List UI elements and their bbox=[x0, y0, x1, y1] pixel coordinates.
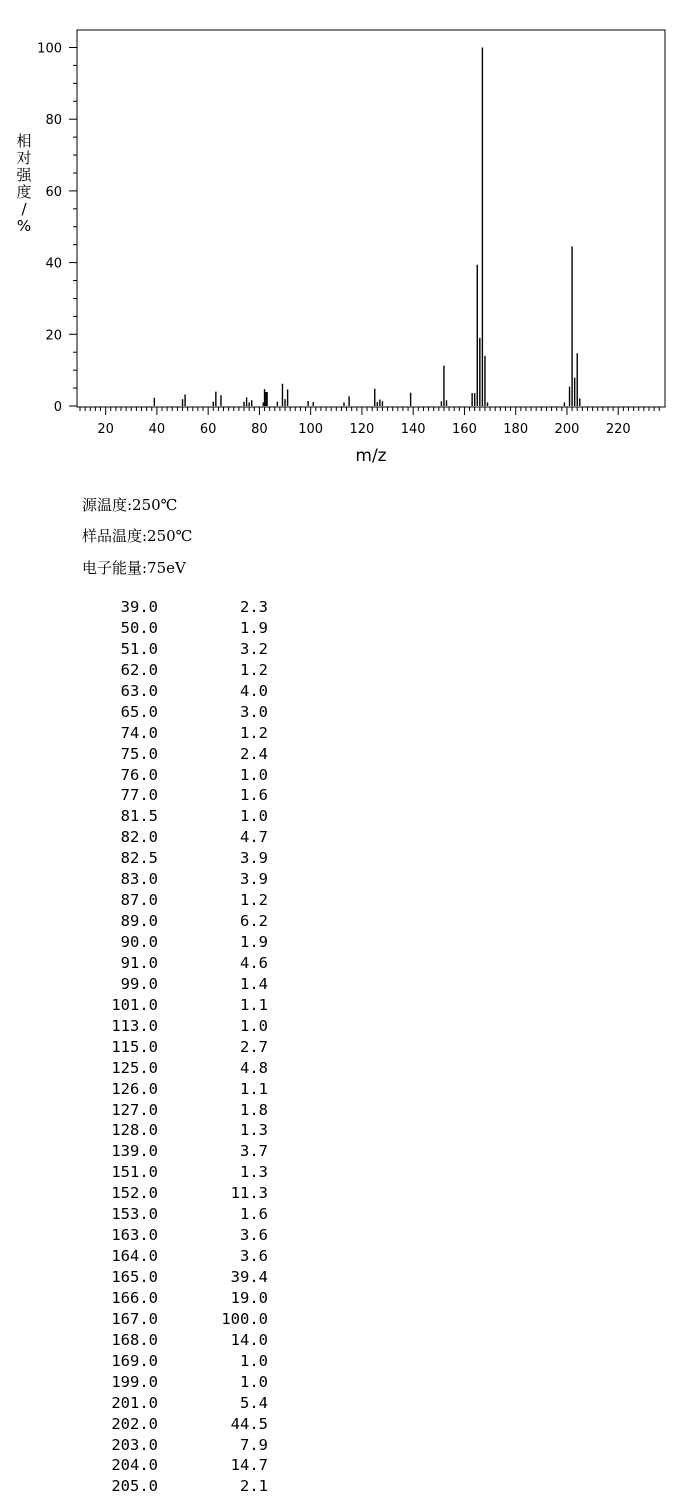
intensity-cell: 2.7 bbox=[240, 1037, 268, 1056]
mz-cell: 128.0 bbox=[111, 1121, 158, 1140]
mz-cell: 62.0 bbox=[120, 660, 158, 679]
y-tick-label: 100 bbox=[37, 41, 62, 57]
intensity-cell: 1.9 bbox=[240, 933, 268, 951]
mz-cell: 125.0 bbox=[111, 1058, 158, 1077]
mz-cell: 83.0 bbox=[120, 870, 158, 889]
x-tick-label: 220 bbox=[605, 422, 631, 437]
intensity-cell: 4.8 bbox=[240, 1058, 268, 1077]
intensity-cell: 4.7 bbox=[240, 828, 268, 847]
mz-cell: 101.0 bbox=[111, 995, 158, 1014]
mz-cell: 115.0 bbox=[111, 1037, 158, 1056]
intensity-cell: 44.5 bbox=[230, 1414, 268, 1433]
intensity-cell: 1.1 bbox=[240, 995, 268, 1014]
intensity-cell: 1.6 bbox=[240, 786, 268, 805]
electron-energy: 电子能量:75eV bbox=[82, 559, 186, 577]
intensity-cell: 1.4 bbox=[240, 974, 268, 993]
intensity-cell: 3.7 bbox=[240, 1142, 268, 1161]
intensity-cell: 1.2 bbox=[240, 660, 268, 679]
mz-cell: 166.0 bbox=[111, 1288, 158, 1307]
x-tick-label: 40 bbox=[148, 422, 166, 437]
x-tick-label: 20 bbox=[97, 422, 114, 437]
mz-cell: 169.0 bbox=[111, 1351, 158, 1370]
mz-cell: 75.0 bbox=[120, 744, 158, 763]
intensity-cell: 4.0 bbox=[240, 681, 268, 700]
intensity-cell: 2.1 bbox=[240, 1477, 268, 1496]
mz-cell: 165.0 bbox=[111, 1268, 158, 1286]
intensity-cell: 3.0 bbox=[240, 702, 268, 721]
x-tick-label: 120 bbox=[349, 422, 375, 437]
intensity-cell: 1.1 bbox=[240, 1079, 268, 1098]
intensity-cell: 1.9 bbox=[240, 618, 268, 637]
intensity-cell: 100.0 bbox=[221, 1309, 268, 1328]
mz-cell: 127.0 bbox=[111, 1100, 158, 1119]
mz-cell: 202.0 bbox=[111, 1414, 158, 1433]
intensity-cell: 7.9 bbox=[240, 1435, 268, 1454]
intensity-cell: 1.0 bbox=[240, 765, 268, 784]
mz-cell: 89.0 bbox=[120, 912, 158, 931]
mz-cell: 82.5 bbox=[120, 849, 158, 868]
mz-cell: 82.0 bbox=[120, 828, 158, 847]
intensity-cell: 3.2 bbox=[240, 639, 268, 658]
mz-cell: 164.0 bbox=[111, 1247, 158, 1266]
source-temperature: 源温度:250℃ bbox=[82, 496, 178, 514]
intensity-cell: 19.0 bbox=[230, 1288, 268, 1307]
sample-temperature: 样品温度:250℃ bbox=[82, 527, 193, 545]
x-tick-label: 200 bbox=[554, 422, 580, 437]
intensity-cell: 14.7 bbox=[230, 1456, 268, 1475]
mz-cell: 205.0 bbox=[111, 1477, 158, 1496]
mz-cell: 99.0 bbox=[120, 974, 158, 993]
mz-cell: 153.0 bbox=[111, 1205, 158, 1224]
intensity-cell: 1.2 bbox=[240, 723, 268, 742]
intensity-cell: 3.9 bbox=[240, 870, 268, 889]
intensity-cell: 3.9 bbox=[240, 849, 268, 868]
mz-cell: 167.0 bbox=[111, 1309, 158, 1328]
mz-cell: 204.0 bbox=[111, 1456, 158, 1475]
mz-cell: 87.0 bbox=[120, 891, 158, 910]
x-tick-label: 180 bbox=[503, 422, 529, 437]
y-tick-label: 40 bbox=[45, 256, 62, 272]
mz-cell: 139.0 bbox=[111, 1142, 158, 1161]
mz-cell: 90.0 bbox=[120, 933, 158, 951]
intensity-cell: 39.4 bbox=[230, 1268, 268, 1286]
spectrum-bars bbox=[154, 48, 579, 407]
mz-cell: 74.0 bbox=[120, 723, 158, 742]
intensity-cell: 1.0 bbox=[240, 1016, 268, 1035]
mz-cell: 126.0 bbox=[111, 1079, 158, 1098]
intensity-cell: 3.6 bbox=[240, 1226, 268, 1245]
intensity-cell: 1.3 bbox=[240, 1121, 268, 1140]
mz-cell: 201.0 bbox=[111, 1393, 158, 1412]
intensity-cell: 1.0 bbox=[240, 807, 268, 826]
y-axis bbox=[37, 42, 77, 416]
x-tick-label: 160 bbox=[452, 422, 477, 437]
mz-cell: 113.0 bbox=[111, 1016, 158, 1035]
x-axis bbox=[80, 407, 659, 437]
intensity-cell: 1.8 bbox=[240, 1100, 268, 1119]
mz-cell: 51.0 bbox=[120, 639, 158, 658]
mz-cell: 168.0 bbox=[111, 1330, 158, 1349]
mz-cell: 199.0 bbox=[111, 1372, 158, 1391]
mz-cell: 65.0 bbox=[120, 702, 158, 721]
intensity-cell: 2.3 bbox=[240, 598, 268, 616]
mass-spectrum-chart bbox=[0, 0, 687, 475]
x-axis-label: m/z bbox=[355, 446, 387, 466]
x-tick-label: 140 bbox=[400, 422, 426, 437]
mz-cell: 151.0 bbox=[111, 1163, 158, 1182]
mz-cell: 152.0 bbox=[111, 1184, 158, 1203]
mz-cell: 39.0 bbox=[120, 598, 158, 616]
intensity-cell: 6.2 bbox=[240, 912, 268, 931]
intensity-cell: 1.2 bbox=[240, 891, 268, 910]
y-tick-label: 80 bbox=[45, 113, 62, 129]
intensity-cell: 1.0 bbox=[240, 1351, 268, 1370]
intensity-cell: 3.6 bbox=[240, 1247, 268, 1266]
mz-cell: 81.5 bbox=[120, 807, 158, 826]
intensity-cell: 4.6 bbox=[240, 953, 268, 972]
mz-cell: 163.0 bbox=[111, 1226, 158, 1245]
y-tick-label: 0 bbox=[53, 400, 62, 415]
mz-cell: 91.0 bbox=[120, 953, 158, 972]
y-tick-label: 20 bbox=[45, 328, 62, 344]
intensity-cell: 2.4 bbox=[240, 744, 268, 763]
intensity-cell: 11.3 bbox=[230, 1184, 268, 1203]
mz-cell: 77.0 bbox=[120, 786, 158, 805]
intensity-cell: 1.6 bbox=[240, 1205, 268, 1224]
mz-cell: 50.0 bbox=[120, 618, 158, 637]
intensity-cell: 14.0 bbox=[230, 1330, 268, 1349]
intensity-cell: 1.3 bbox=[240, 1163, 268, 1182]
mz-cell: 203.0 bbox=[111, 1435, 158, 1454]
intensity-cell: 1.0 bbox=[240, 1372, 268, 1391]
x-tick-label: 80 bbox=[251, 422, 268, 437]
y-axis-label: 相对强度/ % bbox=[16, 132, 32, 235]
x-tick-label: 100 bbox=[298, 422, 324, 437]
mz-cell: 76.0 bbox=[120, 765, 158, 784]
mz-cell: 63.0 bbox=[120, 681, 158, 700]
y-tick-label: 60 bbox=[45, 184, 62, 200]
x-tick-label: 60 bbox=[199, 422, 217, 437]
intensity-cell: 5.4 bbox=[240, 1393, 268, 1412]
plot-frame bbox=[77, 30, 665, 407]
